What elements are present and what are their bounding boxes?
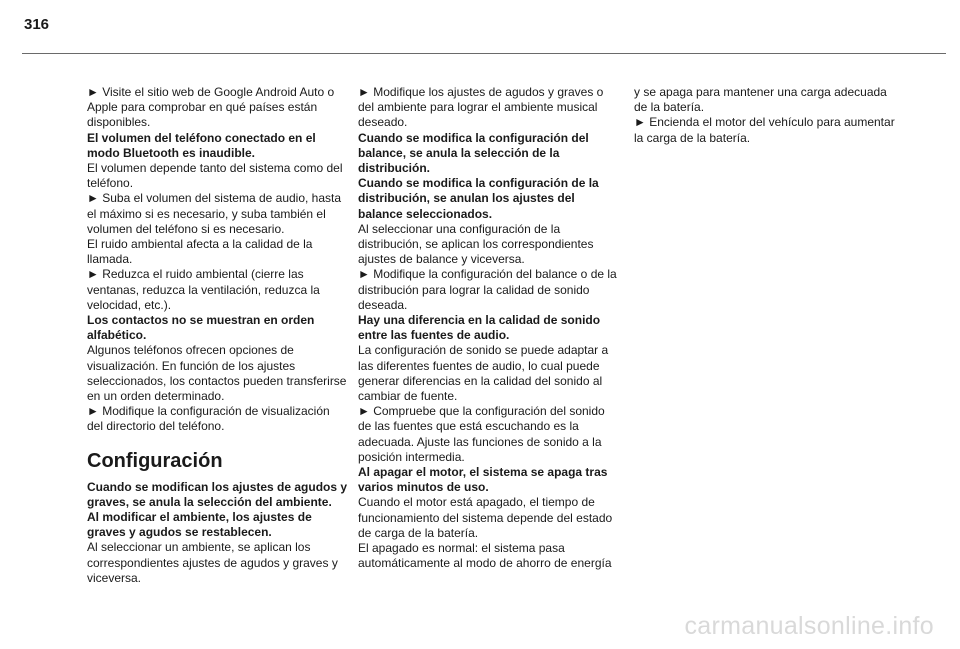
paragraph: El apagado es normal: el sistema pasa automáticamente al modo de ahorro de energía (358, 541, 612, 571)
paragraph-heading: Al apagar el motor, el sistema se apaga tras varios minutos de uso. (358, 465, 608, 495)
paragraph: ► Reduzca el ruido ambiental (cierre las ventanas, reduzca la ventilación, reduzca la velocidad, etc.). (87, 267, 320, 312)
paragraph-heading: Hay una diferencia en la calidad de sonido entre las fuentes de audio. (358, 313, 601, 343)
column-2 (358, 85, 620, 572)
paragraph: ► Modifique la configuración de visualización del directorio del teléfono. (87, 404, 330, 434)
paragraph-heading: Cuando se modifican los ajustes de agudos y graves, se anula la selección del ambiente. (87, 479, 348, 509)
column-1 (87, 85, 349, 586)
page-number: 316 (24, 16, 50, 33)
paragraph: El ruido ambiental afecta a la calidad de la llamada. (87, 237, 313, 267)
paragraph-heading: Los contactos no se muestran en orden alfabético. (87, 313, 315, 343)
paragraph: Al seleccionar un ambiente, se aplican los correspondientes ajustes de agudos y graves y viceversa. (87, 540, 338, 585)
section-title: Configuración (87, 449, 223, 472)
paragraph: ► Encienda el motor del vehículo para aumentar la carga de la batería. (634, 115, 895, 145)
paragraph-heading: El volumen del teléfono conectado en el modo Bluetooth es inaudible. (87, 130, 316, 160)
paragraph: ► Modifique los ajustes de agudos y graves o del ambiente para lograr el ambiente musical deseado. (358, 85, 604, 130)
paragraph-heading: Cuando se modifica la configuración del balance, se anula la selección de la distribución. (358, 130, 589, 176)
paragraph: Al seleccionar una configuración de la distribución, se aplican los correspondientes ajustes de balance y viceversa. (358, 221, 594, 267)
column-3 (634, 85, 896, 146)
paragraph: ► Visite el sitio web de Google Android Auto o Apple para comprobar en qué países están disponibles. (87, 85, 335, 130)
paragraph: El volumen depende tanto del sistema como del teléfono. (87, 161, 343, 191)
paragraph-heading: Cuando se modifica la configuración de la distribución, se anulan los ajustes del balance seleccionados. (358, 176, 599, 221)
header-divider (22, 53, 946, 54)
paragraph: ► Suba el volumen del sistema de audio, hasta el máximo si es necesario, y suba también el volumen del teléfono si es necesario. (87, 191, 342, 236)
paragraph: ► Compruebe que la configuración del sonido de las fuentes que está escuchando es la adecuada. Ajuste las funciones de sonido a la posición intermedia. (358, 404, 605, 464)
paragraph-heading: Al modificar el ambiente, los ajustes de graves y agudos se restablecen. (87, 510, 312, 540)
paragraph: La configuración de sonido se puede adaptar a las diferentes fuentes de audio, lo cual puede generar diferencias en la calidad del sonido al cambiar de fuente. (358, 343, 609, 404)
paragraph: Algunos teléfonos ofrecen opciones de visualización. En función de los ajustes seleccionados, los contactos pueden transferirse en un orden determinado. (87, 343, 347, 404)
paragraph: ► Modifique la configuración del balance o de la distribución para lograr la calidad de sonido deseada. (358, 267, 617, 312)
watermark: carmanualsonline.info (684, 612, 934, 640)
paragraph: Cuando el motor está apagado, el tiempo de funcionamiento del sistema depende del estado de carga de la batería. (358, 495, 613, 540)
paragraph: y se apaga para mantener una carga adecuada de la batería. (634, 85, 887, 115)
